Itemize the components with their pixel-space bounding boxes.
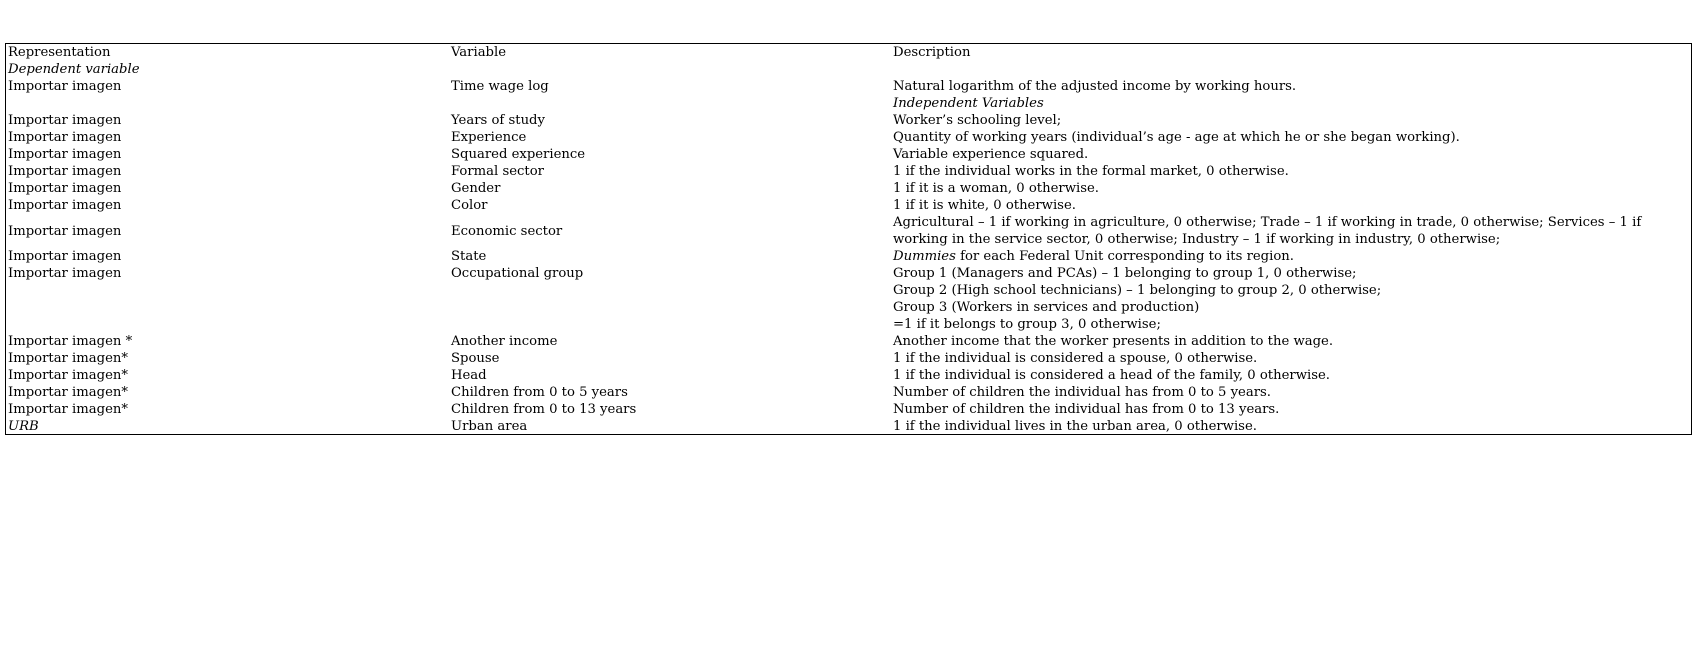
variables-table: [6, 44, 1691, 435]
representation-cell: Importar imagen*: [8, 368, 128, 383]
description-cell: Agricultural – 1 if working in agriculture, 0 otherwise; Trade – 1 if working in trade, 0 otherwise; Services – 1 if working in the service sector, 0 otherwise; Industry – 1 if working in industry, 0 otherwise;: [893, 215, 1642, 247]
header-representation: Representation: [8, 45, 111, 60]
description-text: for each Federal Unit corresponding to its region.: [955, 249, 1294, 264]
description-cell: 1 if the individual is considered a head of the family, 0 otherwise.: [893, 368, 1330, 383]
representation-cell: Importar imagen: [8, 164, 122, 179]
representation-cell: Importar imagen*: [8, 402, 128, 417]
table-row: [6, 418, 1691, 435]
description-cell: Number of children the individual has from 0 to 13 years.: [893, 402, 1280, 417]
section-label-dependent: Dependent variable: [8, 62, 140, 77]
variable-cell: Color: [451, 198, 488, 213]
representation-cell: Importar imagen: [8, 181, 122, 196]
variable-cell: Urban area: [451, 419, 528, 434]
table-row: [6, 248, 1691, 265]
table-row: [6, 197, 1691, 214]
variable-cell: Children from 0 to 13 years: [451, 402, 637, 417]
description-cell: Variable experience squared.: [893, 147, 1089, 162]
variable-cell: Squared experience: [451, 147, 586, 162]
description-line: =1 if it belongs to group 3, 0 otherwise;: [893, 317, 1161, 332]
description-cell: [893, 265, 1691, 333]
description-cell: 1 if the individual is considered a spouse, 0 otherwise.: [893, 351, 1258, 366]
description-line: Group 1 (Managers and PCAs) – 1 belonging to group 1, 0 otherwise;: [893, 266, 1357, 281]
representation-cell: Importar imagen: [8, 198, 122, 213]
representation-cell: Importar imagen: [8, 249, 122, 264]
representation-cell: Importar imagen: [8, 113, 122, 128]
description-cell: Natural logarithm of the adjusted income by working hours.: [893, 79, 1297, 94]
table-row: [6, 401, 1691, 418]
variable-cell: Spouse: [451, 351, 500, 366]
header-description: Description: [893, 45, 971, 60]
table-header-row: [6, 44, 1691, 61]
representation-cell: Importar imagen: [8, 266, 122, 281]
representation-cell: Importar imagen: [8, 223, 122, 239]
representation-cell: Importar imagen*: [8, 385, 128, 400]
table-row: [6, 129, 1691, 146]
representation-cell: Importar imagen: [8, 79, 122, 94]
description-line: Group 2 (High school technicians) – 1 belonging to group 2, 0 otherwise;: [893, 283, 1382, 298]
variable-cell: Economic sector: [451, 223, 563, 239]
description-cell: Number of children the individual has from 0 to 5 years.: [893, 385, 1271, 400]
variable-cell: Head: [451, 368, 487, 383]
description-cell: Quantity of working years (individual’s age - age at which he or she began working).: [893, 130, 1460, 145]
header-variable: Variable: [451, 45, 507, 60]
table-row: [6, 333, 1691, 350]
variable-cell: Formal sector: [451, 164, 544, 179]
table-row: [6, 112, 1691, 129]
table-row: [6, 146, 1691, 163]
representation-cell: Importar imagen*: [8, 351, 128, 366]
table-row: [6, 163, 1691, 180]
section-label-independent: Independent Variables: [893, 96, 1044, 111]
table-row: [6, 350, 1691, 367]
table-row: [6, 384, 1691, 401]
variable-cell: Occupational group: [451, 266, 584, 281]
variable-cell: Experience: [451, 130, 527, 145]
description-cell: Another income that the worker presents in addition to the wage.: [893, 334, 1334, 349]
representation-cell: Importar imagen *: [8, 334, 133, 349]
representation-cell: Importar imagen: [8, 147, 122, 162]
table-row: [6, 78, 1691, 95]
representation-cell: URB: [8, 419, 39, 434]
variable-cell: Years of study: [451, 113, 545, 128]
dummies-term: Dummies: [893, 249, 956, 264]
description-cell: 1 if the individual lives in the urban area, 0 otherwise.: [893, 419, 1257, 434]
table-row: [6, 367, 1691, 384]
description-cell: 1 if it is a woman, 0 otherwise.: [893, 181, 1099, 196]
table-row: [6, 265, 1691, 333]
table-row: [6, 214, 1691, 248]
variable-cell: Another income: [451, 334, 558, 349]
description-cell: 1 if the individual works in the formal market, 0 otherwise.: [893, 164, 1289, 179]
section-row-dependent: [6, 61, 1691, 78]
variable-cell: State: [451, 249, 487, 264]
variable-cell: Time wage log: [451, 79, 549, 94]
description-cell: [893, 248, 1691, 265]
description-cell: 1 if it is white, 0 otherwise.: [893, 198, 1076, 213]
description-line: Group 3 (Workers in services and production): [893, 300, 1200, 315]
variable-cell: Gender: [451, 181, 501, 196]
description-cell: Worker’s schooling level;: [893, 113, 1062, 128]
section-row-independent: [6, 95, 1691, 112]
variable-cell: Children from 0 to 5 years: [451, 385, 628, 400]
variables-table-frame: [5, 43, 1692, 435]
table-row: [6, 180, 1691, 197]
representation-cell: Importar imagen: [8, 130, 122, 145]
